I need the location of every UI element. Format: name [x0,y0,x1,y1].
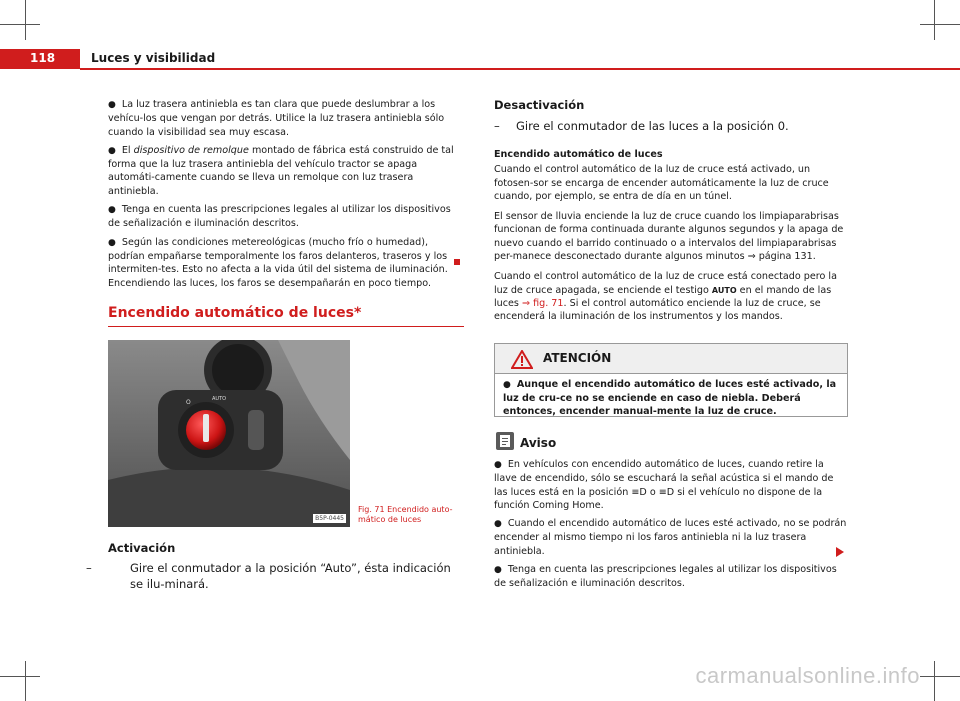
paragraph: Cuando el control automático de la luz de cruce está conectado pero la luz de cruce apagada, se enciende el testigo AUTO en el mando de las luces ⇒ fig. 71. Si el control automático enciende la luz de cruce, se encenderá la iluminación de los instrumentos y los mandos. [494,271,837,323]
note-icon [496,432,514,450]
crop-mark [0,676,40,677]
section-title: Encendido automático de luces* [108,305,362,321]
crop-mark [25,661,26,701]
figure-link[interactable]: ⇒ fig. 71 [521,297,564,309]
list-item: ● En vehículos con encendido automático de luces, cuando retire la llave de encendido, sólo se escuchará la señal acústica si el mando de las luces está en la posición ≡D o ≡D si el vehículo no dispone de la función Coming Home. [494,459,834,511]
light-switch-illustration [108,340,350,527]
crop-mark [934,0,935,40]
list-item: ● Cuando el encendido automático de luces esté activado, no se podrán encender al mismo tiempo ni los faros antiniebla ni la luz trasera antiniebla. [494,518,847,557]
list-item: ● El dispositivo de remolque montado de fábrica está construido de tal forma que la luz trasera antiniebla del vehículo tractor se apaga automáti-camente cuando se lleva un remolque con luz trasera antiniebla. [108,144,454,197]
figure-caption: Fig. 71 Encendido auto-mático de luces [358,505,453,524]
deactivation-heading: Desactivación [494,98,585,112]
crop-mark [920,676,960,677]
warning-header [495,344,847,374]
svg-text:AUTO: AUTO [212,396,227,402]
paragraph: Cuando el control automático de la luz de cruce está activado, un fotosen-sor se encarga de encender automáticamente la luz de cruce cuando, por ejemplo, se entra de día en un túnel. [494,164,829,202]
crop-mark [0,24,40,25]
auto-indicator-glyph: AUTO [711,285,737,295]
section-end-mark [454,259,460,265]
deactivation-step: – Gire el conmutador de las luces a la posición 0. [494,119,789,133]
auto-light-text [494,148,848,324]
paragraph: El sensor de lluvia enciende la luz de cruce cuando los limpiaparabrisas funcionan de forma continuada durante algunos segundos y la apaga de nuevo cuando el barrido continuado o a intervalos del limpiaparabrisas per-manece desconectado durante algunos minutos ⇒ página 131. [494,211,844,263]
figure-code: B5P-0445 [315,515,344,522]
list-item: ● La luz trasera antiniebla es tan clara que puede deslumbrar a los vehícu-los que vengan por detrás. Utilice la luz trasera antiniebla sólo cuando la visibilidad sea muy escasa. [108,99,445,138]
header-rule [80,68,960,70]
auto-light-title: Encendido automático de luces [494,149,663,160]
crop-mark [934,661,935,701]
left-column [108,98,464,295]
svg-text:O: O [186,399,191,406]
running-title: Luces y visibilidad [91,51,216,65]
activation-heading: Activación [108,541,176,555]
page-number-box [0,49,80,69]
warning-triangle-icon [511,350,533,369]
warning-title: ATENCIÓN [543,351,612,365]
figure-light-switch [108,340,350,527]
warning-box [494,343,848,417]
note-list [494,458,848,596]
watermark: carmanualsonline.info [695,663,920,688]
list-item: ● Tenga en cuenta las prescripciones legales al utilizar los dispositivos de señalización e iluminación descritos. [494,564,837,590]
page-number: 118 [30,51,56,65]
list-item: ● Según las condiciones metereológicas (mucho frío o humedad), podrían empañarse temporalmente los faros delanteros, traseros y los intermiten-tes. Esto no afecta a la vida útil del sistema de iluminación. Encendiendo las luces, los faros se desempañarán en poco tiempo. [108,236,448,289]
next-page-arrow-icon [836,547,844,557]
list-item: ● Tenga en cuenta las prescripciones legales al utilizar los dispositivos de señalización e iluminación descritos. [108,204,451,230]
warning-body: ● Aunque el encendido automático de luces esté activado, la luz de cru-ce no se enciende en caso de niebla. Deberá entonces, encender manual-mente la luz de cruce. [503,379,837,417]
crop-mark [920,24,960,25]
section-rule [108,326,464,327]
note-title: Aviso [520,436,557,450]
activation-step: – Gire el conmutador a la posición “Auto”, ésta indicación se ilu-minará. [86,561,451,591]
crop-mark [25,0,26,40]
